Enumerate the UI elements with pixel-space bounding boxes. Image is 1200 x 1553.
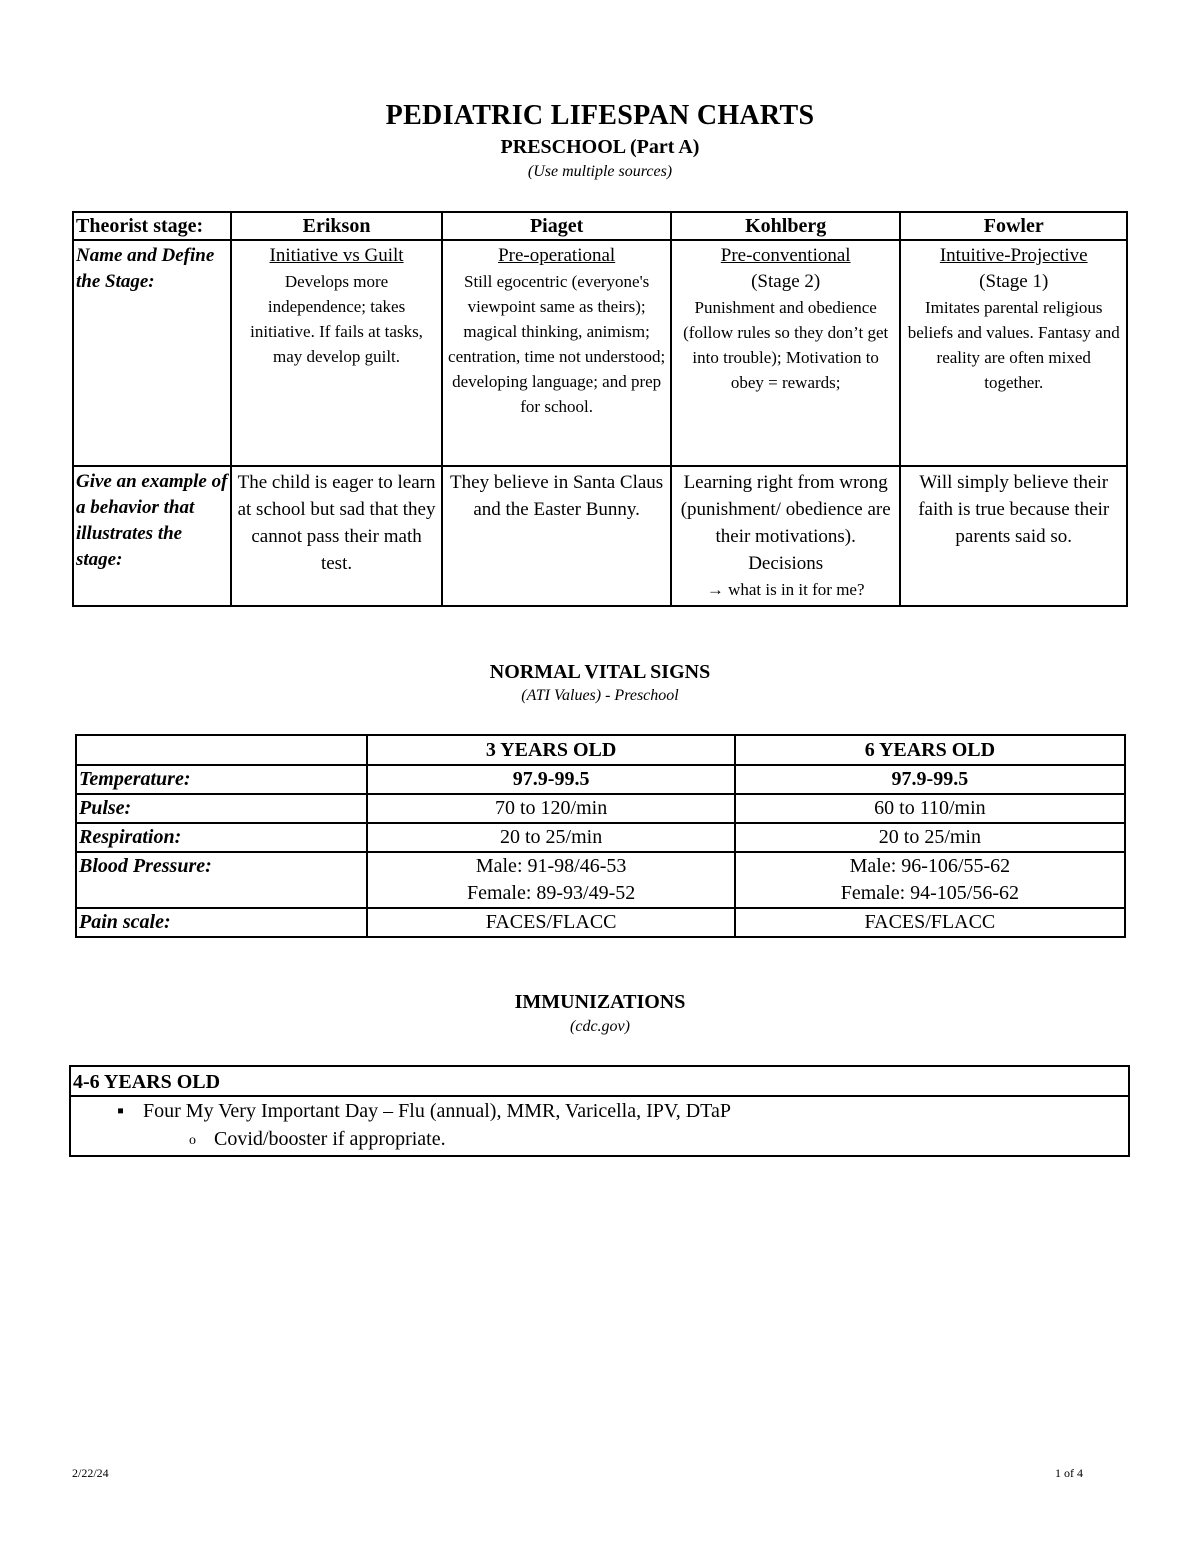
vital-value-6-years [735,852,1125,908]
immunizations-header-row [70,1066,1129,1096]
stage-cell-piaget [442,240,671,466]
vital-label: Pain scale: [76,908,367,937]
example-extra-text: → what is in it for me? [706,580,865,599]
example-text: Learning right from wrong (punishment/ obedience are their motivations). Decisions [680,472,891,574]
example-cell-fowler [900,466,1127,606]
footer-page-number: 1 of 4 [1055,1466,1083,1480]
stage-definition-row [73,240,1127,466]
example-text: They believe in Santa Claus and the Easter Bunny. [450,472,664,520]
vitals-header-row [76,735,1125,765]
stage-description: Still egocentric (everyone's viewpoint same as theirs); magical thinking, animism; centration, time not understood; developing language; and prep for school. [448,272,666,416]
stage-name: Initiative vs Guilt [269,245,404,266]
example-row [73,466,1127,606]
vitals-row-pain-scale [76,908,1125,937]
stage-cell-erikson [231,240,443,466]
example-cell-erikson [231,466,443,606]
vital-label: Temperature: [76,765,367,794]
bp-male-6-years: Male: 96-106/55-62 [849,855,1011,877]
vital-value-3-years: 97.9-99.5 [367,765,734,794]
sources-note: (Use multiple sources) [527,163,673,180]
column-header-kohlberg: Kohlberg [671,212,901,240]
vital-value-3-years [367,852,734,908]
example-text: Will simply believe their faith is true because their parents said so. [918,472,1110,547]
immunization-item-text: Four My Very Important Day – Flu (annual), MMR, Varicella, IPV, DTaP [143,1100,731,1122]
immunizations-list [70,1096,1129,1156]
theorist-header-row [73,212,1127,240]
vital-value-6-years: 97.9-99.5 [735,765,1125,794]
bp-male-3-years: Male: 91-98/46-53 [475,855,627,877]
vitals-row-temperature [76,765,1125,794]
vital-value-6-years: 20 to 25/min [735,823,1125,852]
immunizations-table [69,1065,1130,1157]
column-header-piaget: Piaget [442,212,671,240]
vitals-table [75,734,1126,938]
bullet-icon: ▪ [117,1100,125,1122]
bp-female-6-years: Female: 94-105/56-62 [840,882,1020,904]
vitals-row-blood-pressure [76,852,1125,908]
stage-name: Intuitive-Projective [939,245,1088,266]
vital-label: Pulse: [76,794,367,823]
vitals-row-pulse [76,794,1125,823]
vital-value-3-years: 70 to 120/min [367,794,734,823]
sub-list-item [71,1125,1128,1153]
corner-header: Theorist stage: [73,212,231,240]
immunization-subitem-text: Covid/booster if appropriate. [214,1128,446,1150]
sub-bullet-icon: o [189,1133,196,1148]
stage-name: Pre-conventional [720,245,851,266]
vital-value-3-years: FACES/FLACC [367,908,734,937]
document-title: PEDIATRIC LIFESPAN CHARTS [385,100,815,131]
stage-number: (Stage 1) [979,271,1049,292]
stage-name: Pre-operational [498,245,616,266]
immunizations-note: (cdc.gov) [570,1018,630,1035]
vital-label: Blood Pressure: [76,852,367,908]
column-header-erikson: Erikson [231,212,443,240]
column-header-fowler: Fowler [900,212,1127,240]
column-header-3-years: 3 YEARS OLD [367,735,734,765]
vitals-row-respiration [76,823,1125,852]
stage-cell-fowler [900,240,1127,466]
vitals-note: (ATI Values) - Preschool [521,687,679,704]
row-label-define-stage: Name and Define the Stage: [73,240,231,466]
immunizations-section-title: IMMUNIZATIONS [514,991,686,1013]
stage-cell-kohlberg [671,240,901,466]
document-subtitle: PRESCHOOL (Part A) [500,136,700,158]
footer-date: 2/22/24 [72,1466,109,1480]
immunizations-body-row [70,1096,1129,1156]
vitals-corner-header [76,735,367,765]
vital-value-6-years: FACES/FLACC [735,908,1125,937]
stage-description: Punishment and obedience (follow rules so they don’t get into trouble); Motivation to obey = rewards; [683,298,889,392]
stage-description: Imitates parental religious beliefs and values. Fantasy and reality are often mixed together. [907,298,1120,392]
bp-female-3-years: Female: 89-93/49-52 [466,882,636,904]
vital-label: Respiration: [76,823,367,852]
age-group-header: 4-6 YEARS OLD [70,1066,1129,1096]
example-cell-kohlberg [671,466,901,606]
example-text: The child is eager to learn at school but sad that they cannot pass their math test. [237,472,436,574]
vitals-section-title: NORMAL VITAL SIGNS [489,661,711,683]
stage-number: (Stage 2) [751,271,821,292]
theorist-table [72,211,1128,607]
column-header-6-years: 6 YEARS OLD [735,735,1125,765]
row-label-example: Give an example of a behavior that illustrates the stage: [73,466,231,606]
vital-value-6-years: 60 to 110/min [735,794,1125,823]
example-cell-piaget [442,466,671,606]
vital-value-3-years: 20 to 25/min [367,823,734,852]
stage-description: Develops more independence; takes initiative. If fails at tasks, may develop guilt. [250,272,423,366]
list-item [71,1097,1128,1125]
